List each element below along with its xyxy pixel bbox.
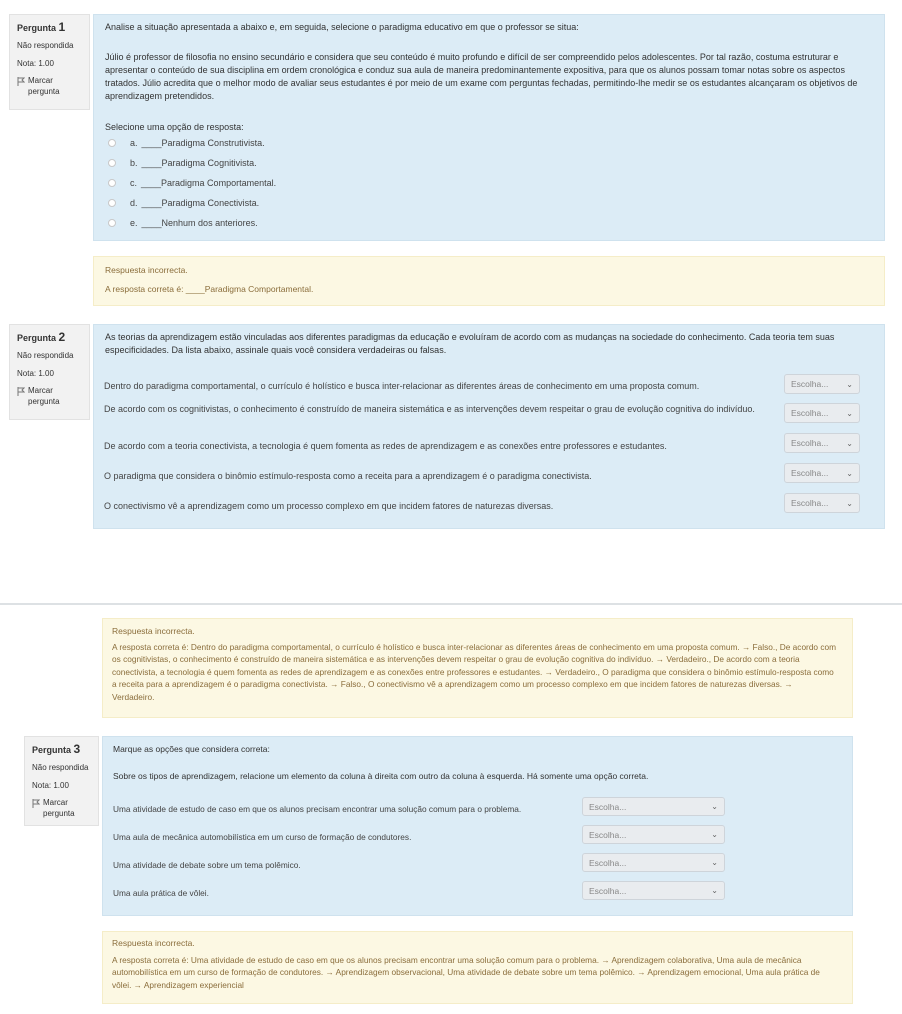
question-3-feedback <box>102 931 853 1004</box>
question-1-grade: Nota: 1.00 <box>17 58 54 68</box>
question-1-option-d[interactable]: d. ____Paradigma Conectivista. <box>108 198 259 208</box>
chevron-down-icon: ⌄ <box>846 379 853 389</box>
feedback-title: Respuesta incorrecta. <box>112 938 195 948</box>
chevron-down-icon: ⌄ <box>711 858 718 867</box>
feedback-title: Respuesta incorrecta. <box>105 265 188 275</box>
radio-e[interactable] <box>108 219 116 227</box>
feedback-body: A resposta correta é: Uma atividade de estudo de caso em que os alunos precisam encontrar uma solução comum para o problema. → Aprendizagem colaborativa, Uma aula de mecânica automobilística em um curso de formação de condutores. → Aprendizagem observacional, Uma atividade de debate sobre um tema polêmico. → Aprendizagem emocional, Uma aula prática de vôlei. → Aprendizagem experiencial <box>112 955 820 990</box>
question-2-statement-1: Dentro do paradigma comportamental, o currículo é holístico e busca inter-relacionar as diferentes áreas de conhecimento em uma proposta comum. <box>104 381 700 391</box>
question-3-item-2: Uma aula de mecânica automobilística em um curso de formação de condutores. <box>113 832 412 842</box>
question-2-select-2[interactable]: Escolha... ⌄ <box>784 403 860 423</box>
question-2-select-5[interactable]: Escolha... ⌄ <box>784 493 860 513</box>
question-3-select-1[interactable]: Escolha... ⌄ <box>582 797 725 816</box>
question-3-instruction: Sobre os tipos de aprendizagem, relacione um elemento da coluna à direita com outro da coluna à esquerda. Há somente uma opção correta. <box>113 771 649 781</box>
question-2-grade: Nota: 1.00 <box>17 368 54 378</box>
question-1-state: Não respondida <box>17 41 74 51</box>
question-2-label: Pergunta 2 <box>17 330 66 344</box>
chevron-down-icon: ⌄ <box>846 438 853 448</box>
question-3-item-4: Uma aula prática de vôlei. <box>113 888 209 898</box>
question-1-option-a[interactable]: a. ____Paradigma Construtivista. <box>108 138 265 148</box>
question-3-state: Não respondida <box>32 763 89 773</box>
question-2-statement-3: De acordo com a teoria conectivista, a tecnologia é quem fomenta as redes de aprendizagem e as conexões entre professores e estudantes. <box>104 441 667 451</box>
question-1-scenario: Júlio é professor de filosofia no ensino secundário e considera que seu conteúdo é muito profundo e difícil de ser compreendido pelos adolescentes. Por tal razão, costuma estruturar e apresentar o conteúdo de sua disciplina em ordem cronológica e conduz sua aula de maneira predominantemente expositiva, para que os alunos possam tomar notas sobre os aspectos tratados. Júlio acredita que o melhor modo de avaliar seus estudantes é por meio de um exame com perguntas fechadas, permitindo-lhe medir se os estudantes alcançaram os objetivos de aprendizagem pretendidos. <box>105 52 858 102</box>
question-3-select-3[interactable]: Escolha... ⌄ <box>582 853 725 872</box>
flag-icon <box>17 387 25 396</box>
chevron-down-icon: ⌄ <box>711 886 718 895</box>
chevron-down-icon: ⌄ <box>846 408 853 418</box>
question-2-info <box>9 324 90 420</box>
question-3-label: Pergunta 3 <box>32 742 81 756</box>
flag-icon <box>17 77 25 86</box>
chevron-down-icon: ⌄ <box>711 802 718 811</box>
question-3-info <box>24 736 99 826</box>
question-1-prompt: Selecione uma opção de resposta: <box>105 122 244 132</box>
question-3-intro: Marque as opções que considera correta: <box>113 744 270 754</box>
question-2-content <box>93 324 885 529</box>
question-2-feedback <box>102 618 853 718</box>
question-1-label: Pergunta 1 <box>17 20 66 34</box>
chevron-down-icon: ⌄ <box>846 498 853 508</box>
question-1-option-c[interactable]: c. ____Paradigma Comportamental. <box>108 178 276 188</box>
question-3-select-2[interactable]: Escolha... ⌄ <box>582 825 725 844</box>
question-1-option-e[interactable]: e. ____Nenhum dos anteriores. <box>108 218 258 228</box>
question-3-select-4[interactable]: Escolha... ⌄ <box>582 881 725 900</box>
question-2-statement-4: O paradigma que considera o binômio estímulo-resposta como a receita para a aprendizagem é o paradigma conectivista. <box>104 471 592 481</box>
question-1-option-b[interactable]: b. ____Paradigma Cognitivista. <box>108 158 257 168</box>
question-3-item-3: Uma atividade de debate sobre um tema polêmico. <box>113 860 301 870</box>
screenshot-divider <box>0 603 902 605</box>
question-2-state: Não respondida <box>17 351 74 361</box>
question-2-intro: As teorias da aprendizagem estão vinculadas aos diferentes paradigmas da educação e evoluíram de acordo com as mudanças na sociedade do conhecimento. Cada teoria tem suas especificidades. Da lista abaixo, assinale quais você considera verdadeiras ou falsas. <box>105 332 835 356</box>
chevron-down-icon: ⌄ <box>711 830 718 839</box>
radio-a[interactable] <box>108 139 116 147</box>
question-1-flag-link[interactable]: Marcar pergunta <box>17 76 82 98</box>
question-3-flag-link[interactable]: Marcar pergunta <box>32 798 91 820</box>
question-1-intro: Analise a situação apresentada a abaixo e, em seguida, selecione o paradigma educativo em que o professor se situa: <box>105 22 579 32</box>
question-2-statement-2: De acordo com os cognitivistas, o conhecimento é construído de maneira sistemática e as intervenções devem respeitar o grau de evolução cognitiva do indivíduo. <box>104 404 755 414</box>
question-2-select-1[interactable]: Escolha... ⌄ <box>784 374 860 394</box>
feedback-body: A resposta correta é: ____Paradigma Comportamental. <box>105 284 314 294</box>
feedback-body: A resposta correta é: Dentro do paradigma comportamental, o currículo é holístico e busca inter-relacionar as diferentes áreas de conhecimento em uma proposta comum. → Falso., De acordo com os cognitivistas, o conhecimento é construído de maneira sistemática e as intervenções devem respeitar o grau de evolução cognitiva do indivíduo. → Verdadeiro., De acordo com a teoria conectivista, a tecnologia é quem fomenta as redes de aprendizagem e as conexões entre professores e estudantes. → Verdadeiro., O paradigma que considera o binômio estímulo-resposta como a receita para a aprendizagem é o paradigma conectivista. → Falso., O conectivismo vê a aprendizagem como um processo complexo em que incidem fatores de naturezas diversas. → Verdadeiro. <box>112 642 837 702</box>
question-2-select-4[interactable]: Escolha... ⌄ <box>784 463 860 483</box>
question-3-grade: Nota: 1.00 <box>32 780 69 790</box>
flag-icon <box>32 799 40 808</box>
question-2-flag-link[interactable]: Marcar pergunta <box>17 386 82 408</box>
radio-b[interactable] <box>108 159 116 167</box>
radio-c[interactable] <box>108 179 116 187</box>
question-1-feedback <box>93 256 885 306</box>
chevron-down-icon: ⌄ <box>846 468 853 478</box>
feedback-title: Respuesta incorrecta. <box>112 626 195 636</box>
question-1-info <box>9 14 90 110</box>
question-2-statement-5: O conectivismo vê a aprendizagem como um processo complexo em que incidem fatores de naturezas diversas. <box>104 501 554 511</box>
question-2-select-3[interactable]: Escolha... ⌄ <box>784 433 860 453</box>
radio-d[interactable] <box>108 199 116 207</box>
question-3-item-1: Uma atividade de estudo de caso em que os alunos precisam encontrar uma solução comum para o problema. <box>113 804 522 814</box>
